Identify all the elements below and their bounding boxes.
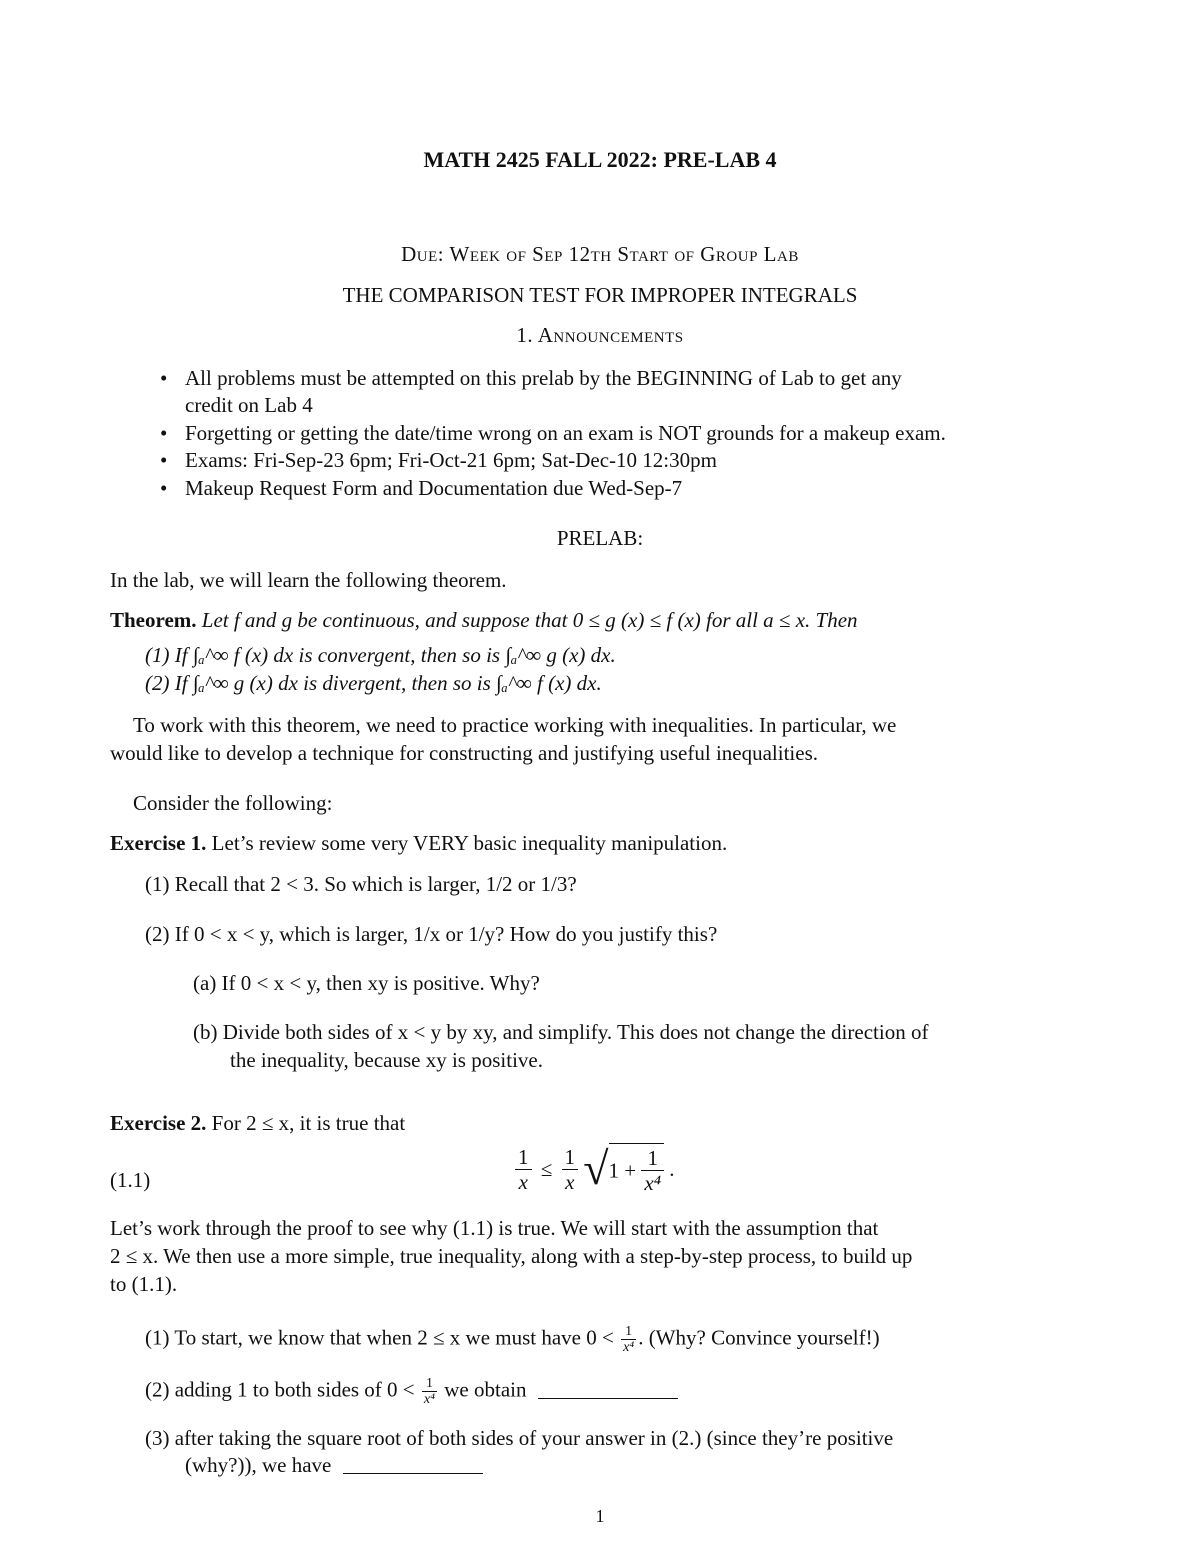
theorem-item-1: (1) If ∫ₐ^∞ f (x) dx is convergent, then so is ∫ₐ^∞ g (x) dx. [145, 643, 616, 667]
answer-blank[interactable] [538, 1380, 678, 1399]
theorem-item-2: (2) If ∫ₐ^∞ g (x) dx is divergent, then so is ∫ₐ^∞ f (x) dx. [145, 671, 602, 695]
fraction [641, 1146, 664, 1195]
bullet-marker: • [160, 421, 168, 445]
exercise-1-question-2b: (b) Divide both sides of x < y by xy, and simplify. This does not change the direction of [193, 1020, 929, 1044]
answer-blank[interactable] [343, 1455, 483, 1474]
equation-1-1 [515, 1143, 675, 1195]
exercise-2-step-3: (3) after taking the square root of both sides of your answer in (2.) (since they’re positive [145, 1426, 894, 1450]
section-heading-announcements: 1. Announcements [516, 323, 684, 347]
step-text: (why?)), we have [185, 1453, 332, 1477]
denominator: x [518, 1169, 528, 1194]
fraction [562, 1145, 579, 1194]
step-text: . (Why? Convince yourself!) [638, 1325, 880, 1350]
exercise-1-question-1: (1) Recall that 2 < 3. So which is larger, 1/2 or 1/3? [145, 872, 577, 896]
fraction [621, 1324, 636, 1356]
bullet-marker: • [160, 366, 168, 390]
page-number: 1 [595, 1506, 605, 1526]
numerator: 1 [621, 1324, 636, 1340]
numerator: 1 [562, 1145, 579, 1170]
exercise-1-question-2a: (a) If 0 < x < y, then xy is positive. Why? [193, 971, 540, 995]
announcement-item: Makeup Request Form and Documentation due Wed-Sep-7 [185, 476, 683, 500]
step-text: (1) To start, we know that when 2 ≤ x we must have 0 < [145, 1325, 614, 1350]
exercise-2-heading [110, 1110, 405, 1136]
numerator: 1 [641, 1146, 664, 1171]
square-root [583, 1143, 664, 1195]
theorem-text: Let f and g be continuous, and suppose that 0 ≤ g (x) ≤ f (x) for all a ≤ x. Then [201, 608, 858, 632]
announcement-item: All problems must be attempted on this prelab by the BEGINNING of Lab to get any [185, 366, 902, 390]
denominator: x⁴ [623, 1340, 635, 1356]
consider-text: Consider the following: [133, 791, 333, 815]
denominator: x⁴ [644, 1171, 661, 1196]
radicand-prefix: 1 + [608, 1158, 637, 1183]
exercise-2-step-1 [145, 1324, 880, 1356]
numerator: 1 [515, 1145, 532, 1170]
paragraph-line: 2 ≤ x. We then use a more simple, true inequality, along with a step-by-step process, to build up [110, 1244, 913, 1268]
paragraph-line: to (1.1). [110, 1272, 178, 1296]
exercise-2-step-2 [145, 1376, 678, 1408]
exercise-2-text: For 2 ≤ x, it is true that [211, 1111, 406, 1135]
bullet-marker: • [160, 448, 168, 472]
theorem-label: Theorem. [110, 608, 197, 632]
step-text: we obtain [444, 1377, 527, 1402]
paragraph-line: Let’s work through the proof to see why (1.1) is true. We will start with the assumption that [110, 1216, 879, 1240]
step-text: (2) adding 1 to both sides of 0 < [145, 1377, 415, 1402]
denominator: x [565, 1169, 575, 1194]
announcement-item-continued: credit on Lab 4 [185, 393, 313, 417]
exercise-2-step-3-continued [185, 1452, 483, 1478]
prelab-heading: PRELAB: [556, 526, 644, 550]
fraction [515, 1145, 532, 1194]
subtitle: THE COMPARISON TEST FOR IMPROPER INTEGRALS [342, 283, 858, 307]
numerator: 1 [422, 1376, 437, 1392]
paragraph-line: would like to develop a technique for constructing and justifying useful inequalities. [110, 741, 819, 765]
announcement-item: Exams: Fri-Sep-23 6pm; Fri-Oct-21 6pm; Sat-Dec-10 12:30pm [185, 448, 717, 472]
exercise-1-label: Exercise 1. [110, 831, 207, 855]
theorem-statement [110, 607, 858, 633]
exercise-1-text: Let’s review some very VERY basic inequality manipulation. [211, 831, 728, 855]
paragraph-line: To work with this theorem, we need to practice working with inequalities. In particular, we [133, 713, 897, 737]
equation-period: . [669, 1157, 675, 1182]
page-title: MATH 2425 FALL 2022: PRE-LAB 4 [423, 147, 777, 172]
radicand [609, 1143, 664, 1195]
equation-label: (1.1) [110, 1168, 151, 1192]
radical-sign-icon: √ [583, 1143, 609, 1195]
exercise-1-question-2b-continued: the inequality, because xy is positive. [230, 1048, 543, 1072]
relation: ≤ [540, 1157, 553, 1182]
exercise-2-label: Exercise 2. [110, 1111, 207, 1135]
intro-text: In the lab, we will learn the following theorem. [110, 568, 507, 592]
exercise-1-question-2: (2) If 0 < x < y, which is larger, 1/x or 1/y? How do you justify this? [145, 922, 718, 946]
exercise-1-heading [110, 830, 727, 856]
bullet-marker: • [160, 476, 168, 500]
fraction [422, 1376, 437, 1408]
announcement-item: Forgetting or getting the date/time wrong on an exam is NOT grounds for a makeup exam. [185, 421, 946, 445]
due-line: Due: Week of Sep 12th Start of Group Lab [401, 242, 799, 266]
denominator: x⁴ [423, 1392, 435, 1408]
